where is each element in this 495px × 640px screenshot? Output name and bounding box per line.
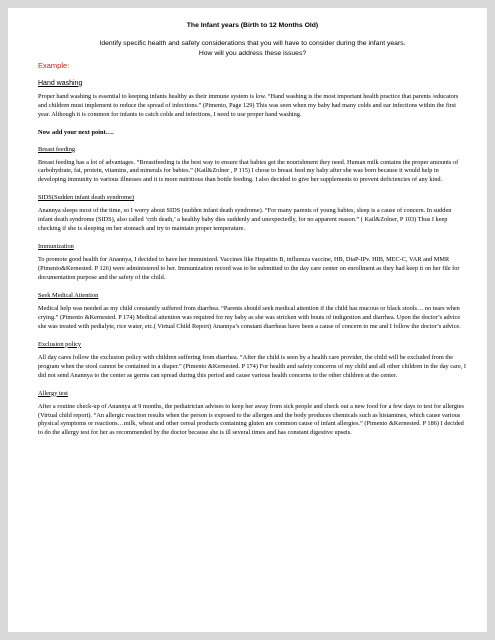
section-text-hand-washing: Proper hand washing is essential to keeping infants healthy as their immune system is low. “Hand washing is the most important health practice that parents /educators and children must implement to reduce the spread of infections.” (Pimento, Page 129) This was seen when my baby had many colds and ear infections within the first year. Although it is common for infants to catch colds and infections, I need to use proper hand washing. bbox=[38, 92, 459, 118]
next-point-prompt: Now add your next point…. bbox=[38, 128, 114, 136]
section-heading-exclusion-policy: Exclusion policy bbox=[38, 340, 82, 348]
section-heading-allergy-test: Allergy test bbox=[38, 389, 68, 397]
document-title: The Infant years (Birth to 12 Months Old) bbox=[186, 22, 319, 29]
section-heading-breast-feeding: Breast feeding bbox=[38, 145, 76, 153]
section-heading-sids: SIDS(Sudden infant death syndrome) bbox=[38, 194, 135, 202]
section-text-sids: Anannya sleeps most of the time, so I worry about SIDS (sudden infant death syndrome). “For many parents of young babies, sleep is a cause of concern. In sudden infant death syndrome (SIDS), also called ‘crib death,’ a healthy baby dies suddenly and unexpectedly, for no apparent reason.” ( Kail&Zolner, P 103) Thus I keep checking if she is sleeping on her stomach and try to maintain proper temperature. bbox=[38, 207, 452, 233]
intro-line-1: Identify specific health and safety considerations that you will have to consider during the infant years. bbox=[99, 40, 406, 47]
section-heading-hand-washing: Hand washing bbox=[38, 79, 83, 87]
example-label: Example: bbox=[38, 60, 70, 70]
section-text-breast-feeding: Breast feeding has a lot of advantages. “Breastfeeding is the best way to ensure that babies get the nourishment they need. Human milk contains the proper amounts of carbohydrate, fat, protein, vitamins, and minerals for babies.” (Kail&Zolner , P 115) I chose to breast feed my baby after she was born because it would help in developing immunity to various illnesses and it is more nutritious than bottle feeding. I also decided to give her supplements to prevent deficiencies of any kind. bbox=[38, 158, 459, 184]
section-text-allergy-test: After a routine check-up of Anannya at 9 months, the pediatrician advises to keep her away from sick people and check out a new food for a few days to test for allergies (Virtual child report). “An allergic reaction results when the person is exposed to the allergen and the body produces chemicals such as histamines, which cause various physical symptoms or reactions…milk, wheat and other cereal products containing gluten are common cause of infant allergies.” (Pimento &Kernested. P 186) I decided to do the allergy test for her as recommended by the doctor because she is ill several times and has constant digestive upsets. bbox=[38, 402, 464, 437]
document-page bbox=[8, 8, 487, 632]
section-heading-seek-medical-attention: Seek Medical Attention bbox=[38, 291, 99, 299]
intro-line-2: How will you address these issues? bbox=[198, 49, 307, 57]
section-heading-immunization: Immunization bbox=[38, 243, 74, 251]
section-text-immunization: To promote good health for Anannya, I decided to have her immunized. Vaccines like Hepatitis B, influenza vaccine, HB, DtaP-IPv. HIB, MEC-C, VAR and MMR (Pimento&Kernested. P 126) were administered to her. Immunization record was to be submitted to the day care center on enrollment as they had keep it on her file for documentation purpose and the safety of the child. bbox=[38, 256, 460, 281]
section-text-exclusion-policy: All day cares follow the exclusion policy with children suffering from diarrhea. “After the child is seen by a health care provider, the child will be excluded from the program when the stool cannot be contained in a diaper.” (Pimento &Kernested. P 174) For health and safety concerns of my child and all other children in the day care, I did not send Anannya to the center as germs can spread during this period and cause various health concerns to the other children at the center. bbox=[38, 353, 466, 379]
section-text-seek-medical-attention: Medical help was needed as my child constantly suffered from diarrhea. “Parents should seek medical attention if the child has mucous or black stools… no tears when crying.” (Pimento &Kernested. P 174) Medical attention was required for my baby as she was stricken with bouts of indigestion and diarrhea. Upon the doctor’s advice she was treated with pedialyte, rice water, etc.( Virtual Child Report) Anannya’s constant diarrheas have been a cause of concern to me and I follow the doctor’s advice. bbox=[38, 304, 461, 330]
